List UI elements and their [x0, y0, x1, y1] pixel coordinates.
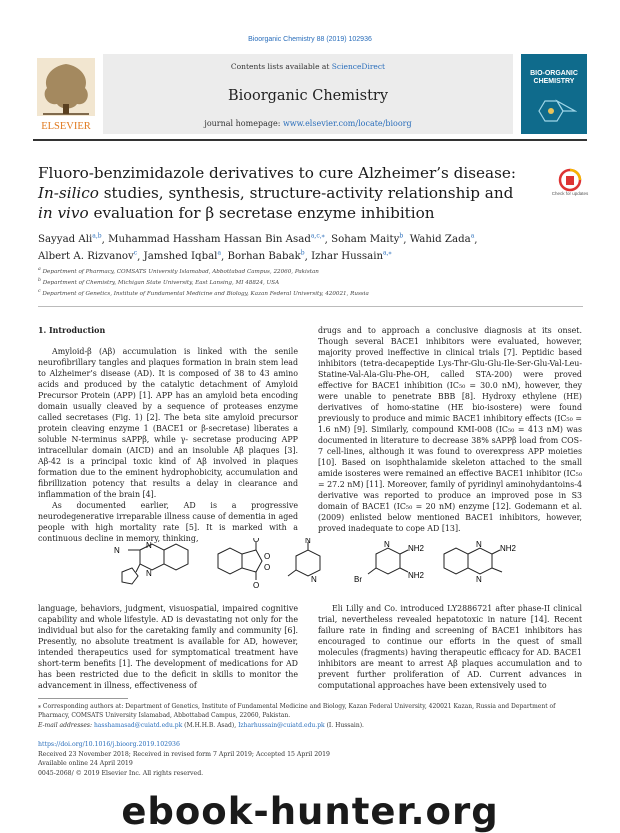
affiliation-sup: a [38, 267, 41, 272]
affiliation-text: Department of Pharmacy, COMSATS University Islamabad, Abbottabad Campus, 22060, Pakistan [42, 268, 319, 275]
author [311, 251, 391, 262]
paragraph: drugs and to approach a conclusive diagnosis at its onset. Though several BACE1 inhibitors were evaluated, however, majority proved ineffective in clinical trials [7]. Peptidic based inhibitors (tetra-decapeptide Lys-Thr-Glu-Glu-Ile-Ser-Glu-Val-Leu-Statine-Val-Ala-Glu-Phe-OH, called STA-200) were proved effective for BACE1 inhibition (IC₅₀ = 30.0 nM), however, they were unable to penetrate BBB [8]. Hydroxy ethylene (HE) derivatives of homo-statine (HE bio-isostere) were found previously to produce and mimic BACE1 inhibitory effects (IC₅₀ = 1.6 nM) [9]. Similarly, compound KMI-008 (IC₅₀ = 413 nM) was documented in literature to decrease 38% sAPPβ load from COS-7 cell-lines, although it was found to overexpress APP moieties [10]. Based on isophthalamide skeleton attached to the small amide isosteres were remained an effective BACE1 inhibitor (IC₅₀ = 27.2 nM) [11]. Moreover, family of pyridinyl aminohydantoins-4 derivative was reported to produce an improved pose in S3 domain of BACE1 (IC₅₀ = 20 nM) enzyme [12]. Godemann et al. (2009) enlisted below mentioned BACE1 inhibitors, however, proved inadequate to cope AD [13]. [318, 326, 582, 533]
contents-prefix: Contents lists available at [230, 62, 332, 71]
author-name: Sayyad Ali [38, 234, 93, 246]
author-name: Muhammad Hassham Hassan Bin Asad [108, 234, 311, 246]
atom-label: NH2 [408, 544, 425, 553]
affiliation-text: Department of Chemistry, Michigan State University, East Lansing, MI 48824, USA [42, 280, 280, 287]
online-date: Available online 24 April 2019 [38, 760, 133, 768]
sciencedirect-link[interactable]: ScienceDirect [331, 62, 386, 71]
author-name: Izhar Hussain [311, 251, 384, 263]
publisher-logo-text: ELSEVIER [41, 121, 91, 132]
author [331, 234, 403, 245]
title-part: evaluation for β secretase enzyme inhibition [88, 203, 435, 222]
affiliation [38, 277, 588, 288]
atom-label: O [264, 552, 271, 561]
structure-methylquinoxaline-amine [444, 548, 502, 574]
structure-bromo-pyrazine-diamine [368, 548, 408, 574]
atom-label: NH2 [500, 544, 517, 553]
affiliation [38, 266, 588, 277]
email-line [38, 721, 586, 730]
email-link[interactable]: Izharhussain@cuiatd.edu.pk [238, 721, 325, 729]
author [108, 234, 325, 245]
affiliation-sup: b [38, 278, 41, 284]
atom-label: N [146, 569, 152, 578]
title-part: Fluoro-benzimidazole derivatives to cure Alzheimer’s disease: [38, 164, 516, 182]
atom-label: N [476, 575, 482, 584]
paragraph: Amyloid-β (Aβ) accumulation is linked with the senile neurofibrillary tangles and plaques formation in brain stem lead to Alzheimer’s disease (AD). It is composed of 38 to 43 amino acids and produced by the catalytic detachment of Amyloid Precursor Protein (APP) [1]. APP has an amyloid beta encoding domain usually cleaved by a sequence of proteases enzyme called secretases (Fig. 1) [2]. The beta site amyloid precursor protein cleaving enzyme 1 (BACE1 or β-secretase) liberates a soluble N-terminus sAPPβ, while γ- secretase producing APP intracellular domain (AICD) and an insoluble Aβ plaques [3]. Aβ-42 is a principal toxic kind of Aβ involved in plaques formation due to the eminent hydrophobicity, accumulation and fibrillization potency that results a delay in clearance and inflammation of the brain [4]. [38, 346, 298, 499]
right-column-top [318, 326, 582, 535]
author [144, 251, 221, 262]
header-rule [33, 139, 587, 141]
author [228, 251, 305, 262]
author-name: Albert A. Rizvanov [38, 251, 134, 263]
email-link[interactable]: hasshamasad@cuiatd.edu.pk [93, 721, 183, 729]
atom-label: O [264, 563, 271, 572]
footnotes [38, 702, 586, 730]
structure-quinoxaline-pyrrolidine [122, 544, 188, 584]
author-affiliation-link[interactable]: b [399, 233, 404, 240]
doi-link[interactable]: https://doi.org/10.1016/j.bioorg.2019.102936 [38, 741, 180, 748]
paragraph: As documented earlier, AD is a progressive neurodegenerative irreparable illness cause of dementia in aged people with high mortality rate [5]. It is marked with a continuous decline in memory, thinking, [38, 500, 298, 543]
affiliation-sup: c [38, 289, 41, 295]
atom-label: N [114, 546, 120, 555]
paragraph: language, behaviors, judgment, visuospatial, impaired cognitive capability and whole lifestyle. AD is devastating not only for the individual but also for the caretaking family and community [6]. Presently, no absolute treatment is available for AD, however, intended therapeutics used for symptomatical treatment have short-term benefits [1]. The development of medications for AD has been restricted due to the deficit in skills to monitor the advancement in illness, effectiveness of [38, 604, 298, 690]
elsevier-logo [33, 54, 99, 134]
atom-label: Br [354, 575, 362, 584]
email-label: E-mail addresses: [38, 721, 94, 729]
atom-label: N [476, 540, 482, 549]
author-name: Wahid Zada [409, 234, 471, 246]
article-title [38, 164, 522, 223]
journal-reference[interactable]: Bioorganic Chemistry 88 (2019) 102936 [248, 36, 372, 43]
affiliation-list [38, 266, 588, 300]
homepage-line [103, 119, 513, 128]
email-owner: (M.H.H.B. Asad), [182, 721, 239, 729]
copyright: 0045-2068/ © 2019 Elsevier Inc. All rights reserved. [38, 769, 204, 777]
author-affiliation-link[interactable]: a,c,⁎ [310, 233, 325, 240]
chemical-structures-figure [110, 538, 530, 596]
journal-header [33, 54, 587, 140]
left-column-bottom [38, 604, 298, 692]
cover-molecule-graphic [531, 94, 577, 128]
author-name: Soham Maity [331, 234, 400, 246]
header-center-panel [103, 54, 513, 134]
author [38, 251, 137, 262]
homepage-link[interactable]: www.elsevier.com/locate/bioorg [282, 119, 412, 128]
paragraph: Eli Lilly and Co. introduced LY2886721 after phase-II clinical trial, nevertheless revealed hepatotoxic in nature [14]. Recent failure rate in finding and screening of BACE1 inhibitors has encouraged to continue our efforts in the quest of small molecules (fragments) having therapeutic efficacy for AD. BACE1 inhibitors are meant to arrest Aβ plaques accumulation and to prevent further proliferation of AD. Current advances in computational approaches have been extensively used to [318, 604, 582, 690]
contents-line [103, 62, 513, 71]
author-affiliation-link[interactable]: a [217, 249, 222, 257]
title-part: studies, synthesis, structure-activity relationship and [98, 183, 514, 202]
author-name: Borhan Babak [227, 251, 301, 263]
affiliation-rule [38, 306, 583, 307]
atom-label: N [384, 540, 390, 549]
atom-label: NH2 [408, 571, 425, 580]
homepage-prefix: journal homepage: [204, 119, 283, 128]
atom-label: O [253, 581, 260, 590]
footnote-rule [38, 698, 128, 699]
author-affiliation-link[interactable]: a,b [92, 233, 102, 240]
left-column-top [38, 326, 298, 545]
author-affiliation-link[interactable]: b [300, 249, 305, 257]
affiliation-text: Department of Genetics, Institute of Fundamental Medicine and Biology, Kazan Federal University, 420021, Russia [42, 291, 369, 298]
title-italic: In-silico [38, 183, 99, 202]
affiliation [38, 288, 588, 299]
journal-name: Bioorganic Chemistry [227, 88, 389, 104]
structure-pyrimidinone [288, 542, 320, 576]
author-name: Jamshed Iqbal [143, 251, 218, 263]
cover-title: BIO-ORGANIC CHEMISTRY [530, 70, 578, 86]
author-list: Sayyad Ali$^{a,b}$, Muhammad Hassham Hassan Bin Asad$^{a,c,⁎}$, Soham Maity$^b$, Wahid Zada$^a$, Albert A. Rizvanov$^c$, Jamshed Iqbal$^a$, Borhan Babak$^b$, Izhar Hussain$^{a,⁎}$ [38, 233, 478, 263]
journal-cover [521, 54, 587, 134]
author [410, 234, 475, 245]
author-affiliation-link[interactable]: a,⁎ [383, 249, 392, 257]
structure-ninhydrin [218, 542, 262, 580]
author [38, 234, 102, 245]
received-dates: Received 23 November 2018; Received in revised form 7 April 2019; Accepted 15 April 2019 [38, 750, 330, 758]
atom-label: N [305, 538, 311, 545]
section-heading: 1. Introduction [38, 326, 106, 335]
corresponding-author-note: ⁎ Corresponding authors at: Department of Genetics, Institute of Fundamental Medicine and Biology, Kazan Federal University, 420021 Kazan, Russia and Department of Pharmacy, COMSATS University Islamabad, Abbottabad Campus, 22060, Pakistan. [38, 703, 556, 720]
check-for-updates-label[interactable]: Check for updates [551, 191, 589, 196]
atom-label: O [253, 538, 260, 544]
author-affiliation-link[interactable]: c [133, 249, 138, 257]
atom-label: N [146, 541, 152, 550]
email-owner: (I. Hussain). [324, 721, 364, 729]
publication-info [38, 740, 438, 778]
watermark: ebook-hunter.org [121, 790, 499, 833]
title-italic: in vivo [38, 203, 89, 222]
author-affiliation-link[interactable]: a [470, 233, 475, 240]
right-column-bottom [318, 604, 582, 692]
atom-label: N [311, 575, 317, 584]
elsevier-tree-icon [33, 54, 99, 134]
